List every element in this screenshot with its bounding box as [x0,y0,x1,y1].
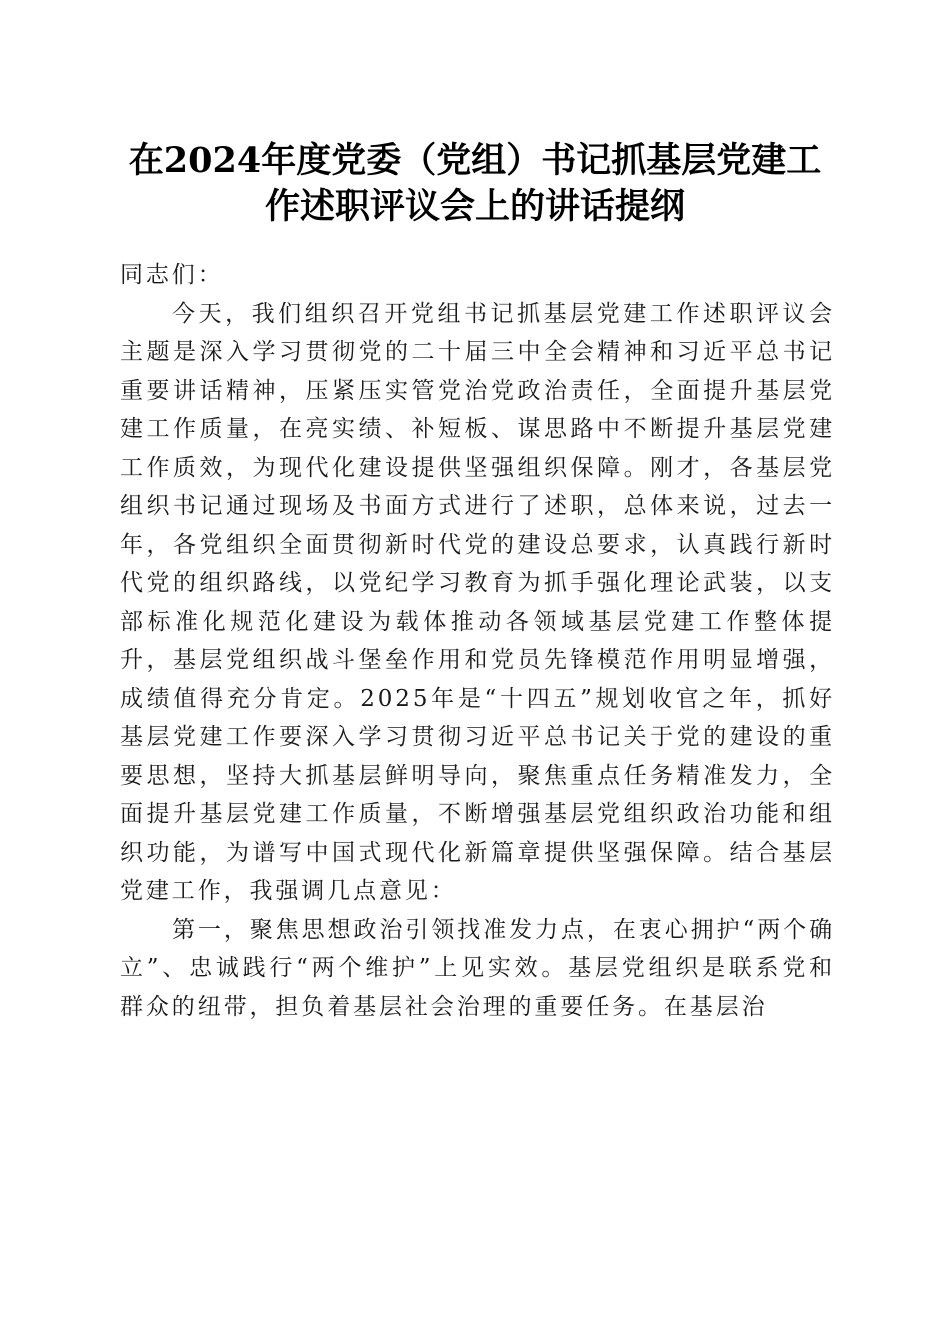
paragraph-point-one: 第一，聚焦思想政治引领找准发力点，在衷心拥护“两个确立”、忠诚践行“两个维护”上见实效。基层党组织是联系党和群众的纽带，担负着基层社会治理的重要任务。在基层治 [120,916,835,1020]
document-title [100,138,850,230]
title-line-2: 作述职评议会上的讲话提纲 [264,186,685,227]
title-line-1: 在2024年度党委（党组）书记抓基层党建工 [128,140,822,181]
salutation: 同志们： [120,262,224,288]
document-body [120,256,835,1026]
paragraph-opening: 今天，我们组织召开党组书记抓基层党建工作述职评议会主题是深入学习贯彻党的二十届三中全会精神和习近平总书记重要讲话精神，压紧压实管党治党政治责任，全面提升基层党建工作质量，在亮实绩、补短板、谋思路中不断提升基层党建工作质效，为现代化建设提供坚强组织保障。刚才，各基层党组织书记通过现场及书面方式进行了述职，总体来说，过去一年，各党组织全面贯彻新时代党的建设总要求，认真践行新时代党的组织路线，以党纪学习教育为抓手强化理论武装，以支部标准化规范化建设为载体推动各领域基层党建工作整体提升，基层党组织战斗堡垒作用和党员先锋模范作用明显增强，成绩值得充分肯定。2025年是“十四五”规划收官之年，抓好基层党建工作要深入学习贯彻习近平总书记关于党的建设的重要思想，坚持大抓基层鲜明导向，聚焦重点任务精准发力，全面提升基层党建工作质量，不断增强基层党组织政治功能和组织功能，为谱写中国式现代化新篇章提供坚强保障。结合基层党建工作，我强调几点意见： [120,300,835,904]
